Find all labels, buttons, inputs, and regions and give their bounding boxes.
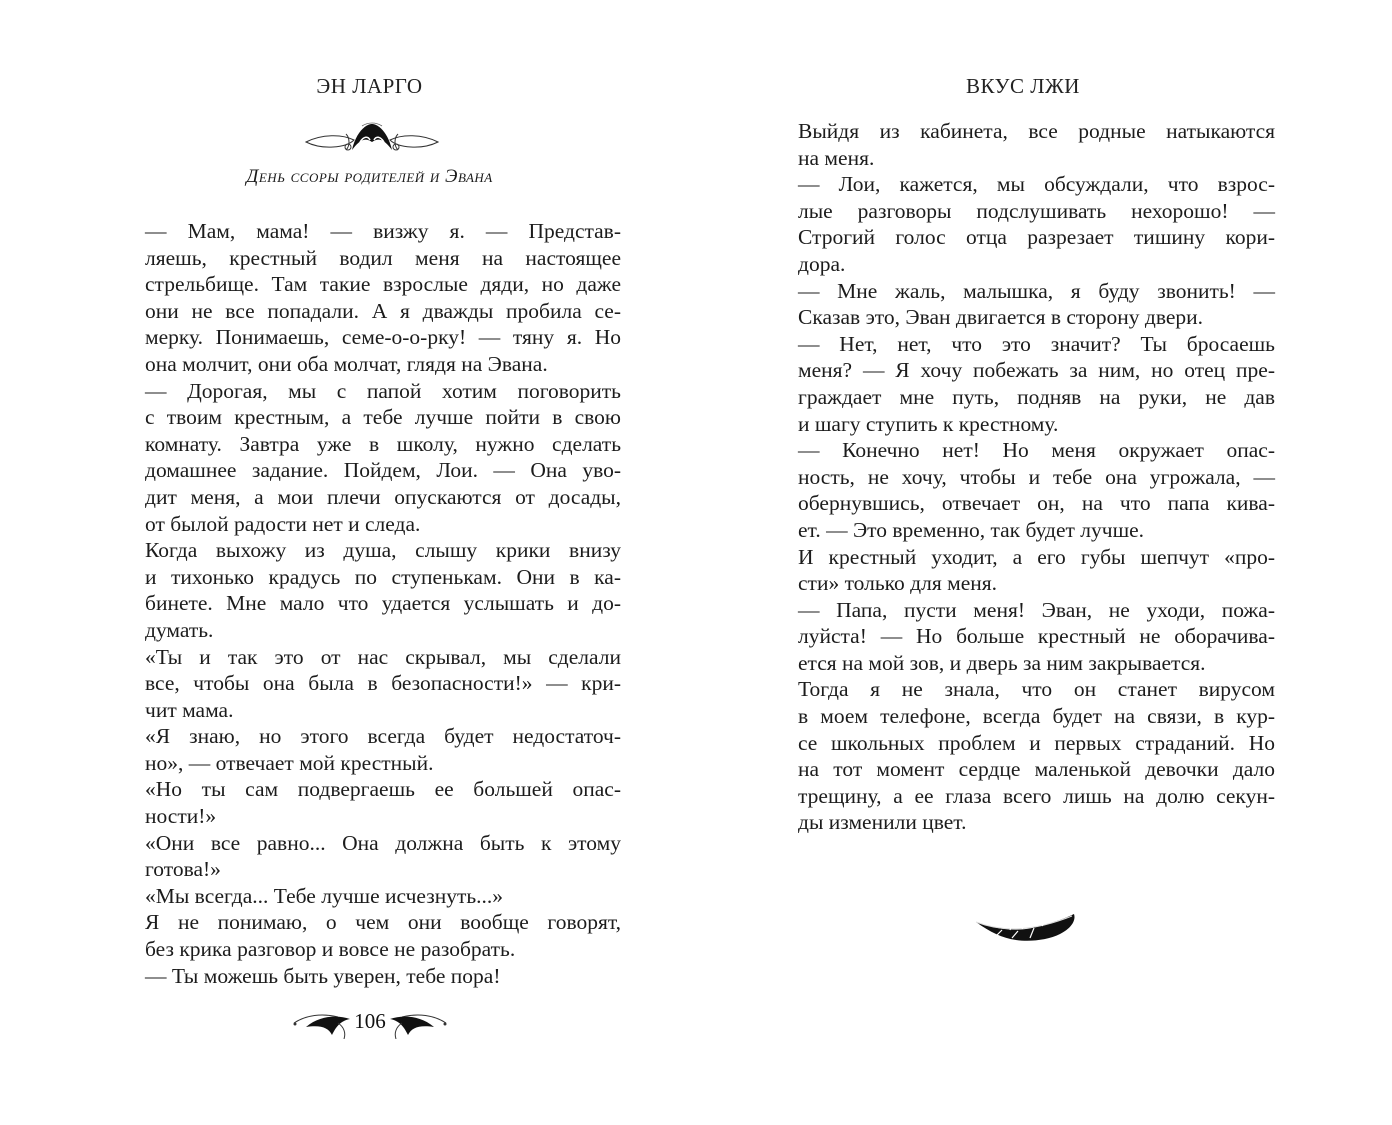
paragraph bbox=[118, 218, 621, 378]
paragraph bbox=[118, 378, 621, 538]
text-line: луйста! — Но больше крестный не оборачива- bbox=[798, 624, 1275, 649]
text-line: — Мам, мама! — визжу я. — Представ- bbox=[145, 219, 621, 243]
text-line: Тогда я не знала, что он станет вирусом bbox=[798, 677, 1275, 702]
paragraph bbox=[771, 437, 1275, 543]
paragraph bbox=[771, 118, 1275, 171]
text-line: ды изменили цвет. bbox=[798, 810, 967, 835]
flourish-ornament-icon bbox=[302, 120, 442, 160]
text-line: Я не понимаю, о чем они вообще говорят, bbox=[145, 910, 621, 935]
text-line: думать. bbox=[145, 617, 214, 642]
page-number: 106 bbox=[354, 1009, 386, 1033]
text-line: без крика разговор и вовсе не разобрать. bbox=[145, 937, 516, 962]
text-line: сти» только для меня. bbox=[798, 571, 998, 596]
text-line: на меня. bbox=[798, 145, 875, 170]
text-line: И крестный уходит, а его губы шепчут «про- bbox=[798, 544, 1275, 569]
text-line: — Папа, пусти меня! Эван, не уходи, пожа- bbox=[798, 597, 1275, 622]
text-line: ляешь, крестный водил меня на настоящее bbox=[145, 245, 621, 270]
text-line: — Мне жаль, малышка, я буду звонить! — bbox=[798, 278, 1275, 303]
text-line: Выйдя из кабинета, все родные натыкаются bbox=[798, 119, 1275, 143]
text-line: меня? — Я хочу побежать за ним, но отец пре- bbox=[798, 358, 1275, 383]
right-page bbox=[696, 0, 1392, 1125]
text-line: «Но ты сам подвергаешь ее большей опас- bbox=[145, 777, 621, 802]
paragraph bbox=[771, 597, 1275, 677]
text-line: «Я знаю, но этого всегда будет недостаточ- bbox=[145, 724, 621, 749]
text-line: и шагу ступить к крестному. bbox=[798, 411, 1059, 436]
text-line: стрельбище. Там такие взрослые дяди, но даже bbox=[145, 272, 621, 297]
paragraph bbox=[771, 676, 1275, 836]
paragraph bbox=[771, 544, 1275, 597]
running-head-author: ЭН ЛАРГО bbox=[316, 74, 423, 98]
text-line: бинете. Мне мало что удается услышать и до- bbox=[145, 591, 621, 616]
wing-flourish-right-icon bbox=[388, 1009, 448, 1039]
paragraph bbox=[771, 171, 1275, 277]
text-line: лые разговоры подслушивать нехорошо! — bbox=[798, 198, 1275, 223]
text-line: ность, не хочу, чтобы и тебе она угрожала, — bbox=[798, 464, 1275, 489]
paragraph bbox=[118, 963, 621, 990]
text-line: и тихонько крадусь по ступенькам. Они в ка- bbox=[145, 564, 621, 589]
text-line: Сказав это, Эван двигается в сторону двери. bbox=[798, 305, 1204, 330]
text-line: ется на мой зов, и дверь за ним закрывается. bbox=[798, 650, 1206, 675]
paragraph bbox=[771, 278, 1275, 331]
text-line: «Ты и так это от нас скрывал, мы сделали bbox=[145, 644, 621, 669]
text-line: трещину, а ее глаза всего лишь на долю секун- bbox=[798, 783, 1275, 808]
paragraph bbox=[118, 909, 621, 962]
text-line: — Конечно нет! Но меня окружает опас- bbox=[798, 438, 1275, 463]
text-line: она молчит, они оба молчат, глядя на Эвана. bbox=[145, 351, 548, 376]
page-number-folio bbox=[290, 1005, 450, 1045]
text-line: в моем телефоне, всегда будет на связи, в кур- bbox=[798, 704, 1275, 729]
text-line: но», — отвечает мой крестный. bbox=[145, 750, 434, 775]
text-line: мерку. Понимаешь, семе-о-о-рку! — тяну я. Но bbox=[145, 325, 621, 350]
text-line: обернувшись, отвечает он, на что папа кива- bbox=[798, 491, 1275, 516]
text-line: дит меня, а мои плечи опускаются от досады, bbox=[145, 484, 621, 509]
text-line: от былой радости нет и следа. bbox=[145, 511, 421, 536]
running-head-title: ВКУС ЛЖИ bbox=[966, 74, 1080, 98]
text-line: все, чтобы она была в безопасности!» — кри- bbox=[145, 671, 621, 696]
text-line: граждает мне путь, подняв на руки, не дав bbox=[798, 384, 1275, 409]
body-text-right bbox=[771, 118, 1275, 836]
text-line: Когда выхожу из душа, слышу крики внизу bbox=[145, 538, 621, 563]
text-line: се школьных проблем и первых страданий. Но bbox=[798, 730, 1275, 755]
text-line: Строгий голос отца разрезает тишину кори- bbox=[798, 225, 1275, 250]
text-line: — Дорогая, мы с папой хотим поговорить bbox=[145, 378, 621, 403]
text-line: ет. — Это временно, так будет лучше. bbox=[798, 517, 1145, 542]
paragraph bbox=[118, 723, 621, 776]
paragraph bbox=[118, 830, 621, 883]
text-line: дора. bbox=[798, 251, 846, 276]
text-line: «Они все равно... Она должна быть к этому bbox=[145, 830, 621, 855]
text-line: чит мама. bbox=[145, 697, 234, 722]
text-line: с твоим крестным, а тебе лучше пойти в свою bbox=[145, 405, 621, 430]
text-line: «Мы всегда... Тебе лучше исчезнуть...» bbox=[145, 883, 504, 908]
text-line: они не все попадали. А я дважды пробила се- bbox=[145, 298, 621, 323]
chapter-title: День ссоры родителей и Эвана bbox=[246, 166, 493, 187]
text-line: — Лои, кажется, мы обсуждали, что взрос- bbox=[798, 172, 1275, 197]
text-line: на тот момент сердце маленькой девочки дало bbox=[798, 757, 1275, 782]
paragraph bbox=[118, 776, 621, 829]
body-text-left bbox=[118, 218, 621, 989]
paragraph bbox=[118, 883, 621, 910]
paragraph bbox=[771, 331, 1275, 437]
text-line: готова!» bbox=[145, 857, 221, 882]
text-line: домашнее задание. Пойдем, Лои. — Она уво- bbox=[145, 458, 621, 483]
feather-icon bbox=[972, 908, 1077, 948]
text-line: — Нет, нет, что это значит? Ты бросаешь bbox=[798, 331, 1275, 356]
text-line: — Ты можешь быть уверен, тебе пора! bbox=[145, 963, 501, 988]
paragraph bbox=[118, 644, 621, 724]
paragraph bbox=[118, 537, 621, 643]
text-line: ности!» bbox=[145, 804, 217, 829]
text-line: комнату. Завтра уже в школу, нужно сделать bbox=[145, 431, 621, 456]
wing-flourish-left-icon bbox=[292, 1009, 352, 1039]
